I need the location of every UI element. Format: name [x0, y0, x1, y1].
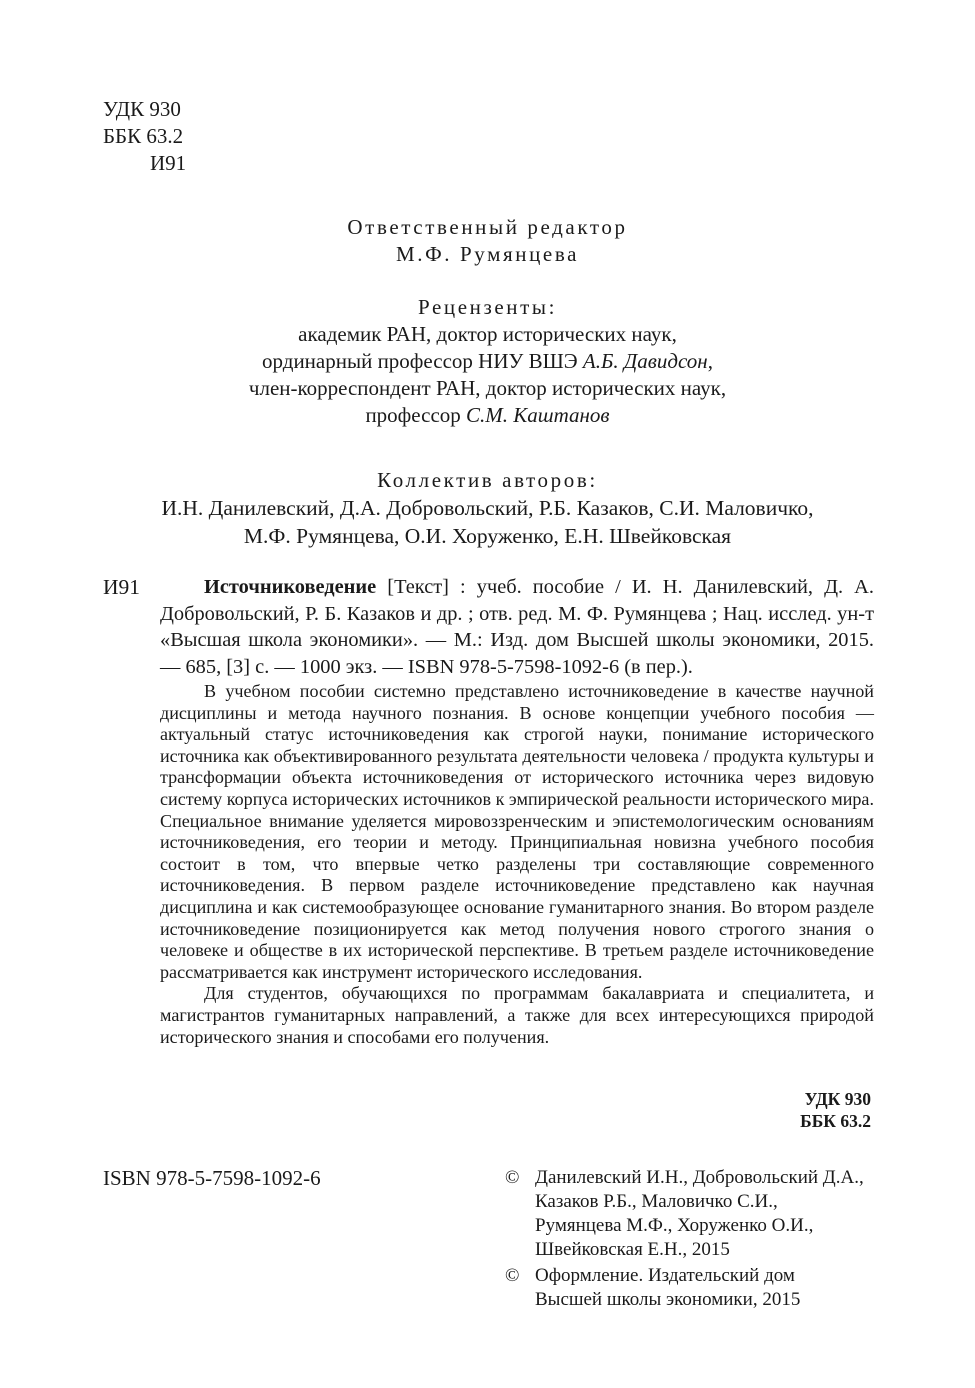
reviewer-line-4 — [0, 402, 975, 429]
author-mark: И91 — [150, 151, 187, 175]
copyright-authors — [505, 1166, 885, 1262]
reviewer-line-2 — [0, 348, 975, 375]
copyright-authors-line: Данилевский И.Н., Добровольский Д.А., — [535, 1167, 864, 1188]
copyright-design-line: Оформление. Издательский дом — [535, 1265, 795, 1286]
copyright-authors-line: Швейковская Е.Н., 2015 — [535, 1239, 730, 1260]
bibliography-details: [Текст] : учеб. пособие / И. Н. Данилевский, Д. А. Добровольский, Р. Б. Казаков и др. ; отв. ред. М. Ф. Румянцева ; Нац. исслед. ун-т «Высшая школа экономики». — М.: Изд. дом Высшей школы экономики, 2015. — 685, [3] с. — 1000 экз. — ISBN 978-5-7598-1092-6 (в пер.). — [160, 576, 874, 678]
copyright-authors-line: Румянцева М.Ф., Хоруженко О.И., — [535, 1215, 814, 1236]
editor-heading: Ответственный редактор — [347, 215, 628, 239]
book-title: Источниковедение — [204, 576, 377, 598]
authors-heading: Коллектив авторов: — [377, 468, 598, 492]
reviewer-line-3: член-корреспондент РАН, доктор исторических наук, — [248, 376, 727, 400]
authors-line-2: М.Ф. Румянцева, О.И. Хоруженко, Е.Н. Швейковская — [243, 524, 732, 548]
reviewers-heading: Рецензенты: — [417, 295, 558, 319]
authors-block — [0, 467, 975, 550]
copyright-design — [505, 1264, 885, 1312]
reviewer-name-davidson: А.Б. Давидсон — [582, 349, 708, 373]
editor-name: М.Ф. Румянцева — [395, 242, 580, 266]
editor-block — [0, 214, 975, 268]
abstract-paragraph-1: В учебном пособии системно представлено источниковедение в качестве научной дисциплины и метода научного познания. В основе концепции учебного пособия — актуальный статус источниковедения как строгой науки, понимание исторического источника как объективированного результата деятельности человека / продукта культуры и трансформации объекта источниковедения от исторического источника через видовую систему корпуса исторических источников к эмпирической реальности исторического мира. Специальное внимание уделяется мировоззренческим и эпистемологическим основаниям источниковедения, его теории и методу. Принципиальная новизна учебного пособия состоит в том, что впервые четко разделены три составляющие современного источниковедения. В первом разделе источниковедение представлено как научная дисциплина и как системообразующее основание гуманитарного знания. Во втором разделе источниковедение позиционируется как метод получения нового строгого знания о человеке и обществе в их исторической перспективе. В третьем разделе источниковедение рассматривается как инструмент исторического исследования. — [160, 681, 874, 982]
bibliography-entry — [160, 574, 874, 680]
udk-code: УДК 930 — [103, 97, 181, 121]
isbn: ISBN 978-5-7598-1092-6 — [103, 1166, 321, 1190]
reviewer-line-1: академик РАН, доктор исторических наук, — [298, 322, 677, 346]
bottom-classification-codes — [800, 1088, 871, 1132]
copyright-symbol-2: © — [505, 1265, 520, 1286]
copyright-authors-line: Казаков Р.Б., Маловичко С.И., — [535, 1191, 778, 1212]
reviewers-block — [0, 294, 975, 429]
reviewer-line-2-end: , — [707, 349, 713, 373]
bottom-udk-code: УДК 930 — [804, 1089, 871, 1109]
copyright-symbol-1: © — [505, 1167, 520, 1188]
classification-codes — [103, 96, 186, 177]
bottom-bbk-code: ББК 63.2 — [800, 1111, 871, 1131]
copyright-design-line: Высшей школы экономики, 2015 — [535, 1289, 801, 1310]
abstract — [160, 681, 874, 1048]
reviewer-name-kashtanov: С.М. Каштанов — [466, 403, 610, 427]
bibliography-code: И91 — [103, 575, 141, 599]
abstract-paragraph-2: Для студентов, обучающихся по программам бакалавриата и специалитета, и магистрантов гуманитарных направлений, а также для всех интересующихся природой исторического знания и способами его получения. — [160, 983, 874, 1047]
bbk-code: ББК 63.2 — [103, 124, 184, 148]
reviewer-line-2-text: ординарный профессор НИУ ВШЭ — [262, 349, 583, 373]
authors-line-1: И.Н. Данилевский, Д.А. Добровольский, Р.Б. Казаков, С.И. Маловичко, — [161, 496, 814, 520]
reviewer-line-4-text: профессор — [365, 403, 467, 427]
